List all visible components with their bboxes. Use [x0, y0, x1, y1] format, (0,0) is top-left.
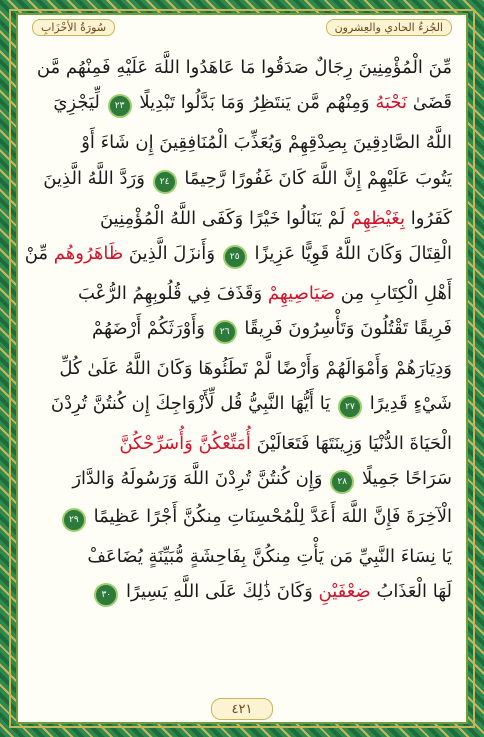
text-line: [32, 199, 452, 237]
verse-text: وَرَدَّ اللَّهُ الَّذِينَ: [43, 167, 151, 189]
text-line: [32, 387, 452, 425]
highlighted-word: أُمَتِّعْكُنَّ وَأُسَرِّحْكُنَّ: [119, 433, 251, 455]
line-content: [78, 283, 452, 304]
text-line: [32, 575, 452, 613]
line-content: [119, 433, 452, 454]
verse-text: مِّنَ الْمُؤْمِنِينَ رِجَالٌ صَدَقُوا مَا عَاهَدُوا اللَّهَ عَلَيْهِ فَمِنْهُم مَّن: [36, 57, 452, 79]
text-line: [32, 275, 452, 313]
text-line: [32, 312, 452, 350]
text-line: [32, 162, 452, 200]
line-content: [53, 92, 452, 118]
ayah-number-marker: ٢٨: [330, 470, 354, 494]
quran-text: [24, 49, 452, 689]
line-content: [72, 468, 452, 494]
line-content: [92, 318, 452, 344]
text-line: [32, 425, 452, 463]
ayah-number-marker: ٢٦: [213, 320, 237, 344]
text-line: [24, 237, 452, 275]
verse-text: سَرَاحًا جَمِيلًا: [356, 468, 452, 490]
verse-text: وَدِيَارَهُمْ وَأَمْوَالَهُمْ وَأَرْضًا لَّمْ تَطَئُوهَا وَكَانَ اللَّهُ عَلَىٰ كُلِّ: [59, 358, 452, 380]
verse-text: الْحَيَاةَ الدُّنْيَا وَزِينَتَهَا فَتَعَالَيْنَ: [250, 433, 452, 455]
verse-text: يَا أَيُّهَا النَّبِيُّ قُل لِّأَزْوَاجِكَ إِن كُنتُنَّ تُرِدْنَ: [50, 393, 336, 415]
verse-text: قَضَىٰ: [407, 92, 452, 114]
highlighted-word: نَحْبَهُ: [375, 92, 408, 114]
highlighted-word: ضِعْفَيْنِ: [318, 581, 371, 603]
page-number-badge: [211, 698, 273, 720]
text-line: [32, 500, 452, 538]
juz-label: الجُزءُ الحادي والعِشرون: [326, 19, 452, 36]
verse-text: لِّيَجْزِيَ: [53, 92, 106, 114]
verse-text: لَهَا الْعَذَابُ: [370, 581, 452, 603]
verse-text: كَفَرُوا: [404, 207, 452, 229]
verse-text: شَيْءٍ قَدِيرًا: [364, 393, 452, 415]
text-line: [32, 463, 452, 501]
verse-text: وَكَانَ ذَٰلِكَ عَلَى اللَّهِ يَسِيرًا: [120, 581, 319, 603]
surah-label: سُورَةُ الأحْزَابِ: [32, 19, 115, 36]
line-content: [87, 546, 452, 567]
highlighted-word: بِغَيْظِهِمْ: [350, 207, 405, 229]
line-content: [100, 208, 452, 229]
line-content: [92, 581, 452, 607]
text-line: [32, 87, 452, 125]
verse-text: فَرِيقًا تَقْتُلُونَ وَتَأْسِرُونَ فَرِيقًا: [238, 317, 452, 339]
line-content: [25, 243, 452, 269]
verse-text: يَتُوبَ عَلَيْهِمْ إِنَّ اللَّهَ كَانَ غَفُورًا رَّحِيمًا: [178, 167, 452, 189]
text-line: [32, 350, 452, 388]
verse-text: وَأَوْرَثَكُمْ أَرْضَهُمْ: [91, 317, 211, 339]
line-content: [59, 358, 452, 379]
ayah-number-marker: ٢٥: [223, 245, 247, 269]
verse-text: وَإِن كُنتُنَّ تُرِدْنَ اللَّهَ وَرَسُولَهُ وَالدَّارَ: [72, 468, 329, 490]
line-content: [60, 506, 452, 532]
text-line: [32, 124, 452, 162]
verse-text: الْآخِرَةَ فَإِنَّ اللَّهَ أَعَدَّ لِلْمُحْسِنَاتِ مِنكُنَّ أَجْرًا عَظِيمًا: [87, 505, 452, 527]
highlighted-word: ظَاهَرُوهُم: [53, 242, 124, 264]
ayah-number-marker: ٢٤: [153, 170, 177, 194]
line-content: [51, 393, 452, 419]
verse-text: الْقِتَالَ وَكَانَ اللَّهُ قَوِيًّا عَزِيزًا: [248, 242, 452, 264]
ayah-number-marker: ٢٧: [338, 395, 362, 419]
verse-text: أَهْلِ الْكِتَابِ مِن: [335, 282, 452, 304]
verse-text: وَقَذَفَ فِي قُلُوبِهِمُ الرُّعْبَ: [77, 282, 268, 304]
line-content: [37, 57, 452, 78]
verse-text: يَا نِسَاءَ النَّبِيِّ مَن يَأْتِ مِنكُنَّ بِفَاحِشَةٍ مُّبَيِّنَةٍ يُضَاعَفْ: [87, 546, 452, 568]
verse-text: لَمْ يَنَالُوا خَيْرًا وَكَفَى اللَّهُ الْمُؤْمِنِينَ: [99, 207, 351, 229]
page-number: ٤٢١: [231, 701, 253, 717]
ayah-number-marker: ٣٠: [94, 583, 118, 607]
ayah-number-marker: ٢٣: [108, 94, 132, 118]
highlighted-word: صَيَاصِيهِمْ: [267, 282, 336, 304]
text-line: [32, 49, 452, 87]
page-header: [18, 15, 466, 39]
line-content: [43, 168, 452, 194]
line-content: [81, 132, 452, 153]
text-line: [32, 538, 452, 576]
verse-text: وَمِنْهُم مَّن يَنتَظِرُ وَمَا بَدَّلُوا تَبْدِيلًا: [133, 92, 376, 114]
verse-text: وَأَنزَلَ الَّذِينَ: [123, 242, 221, 264]
ayah-number-marker: ٢٩: [62, 508, 86, 532]
mushaf-page: [16, 13, 468, 724]
verse-text: مِّنْ: [24, 242, 54, 264]
verse-text: اللَّهُ الصَّادِقِينَ بِصِدْقِهِمْ وَيُعَذِّبَ الْمُنَافِقِينَ إِن شَاءَ أَوْ: [81, 132, 452, 154]
